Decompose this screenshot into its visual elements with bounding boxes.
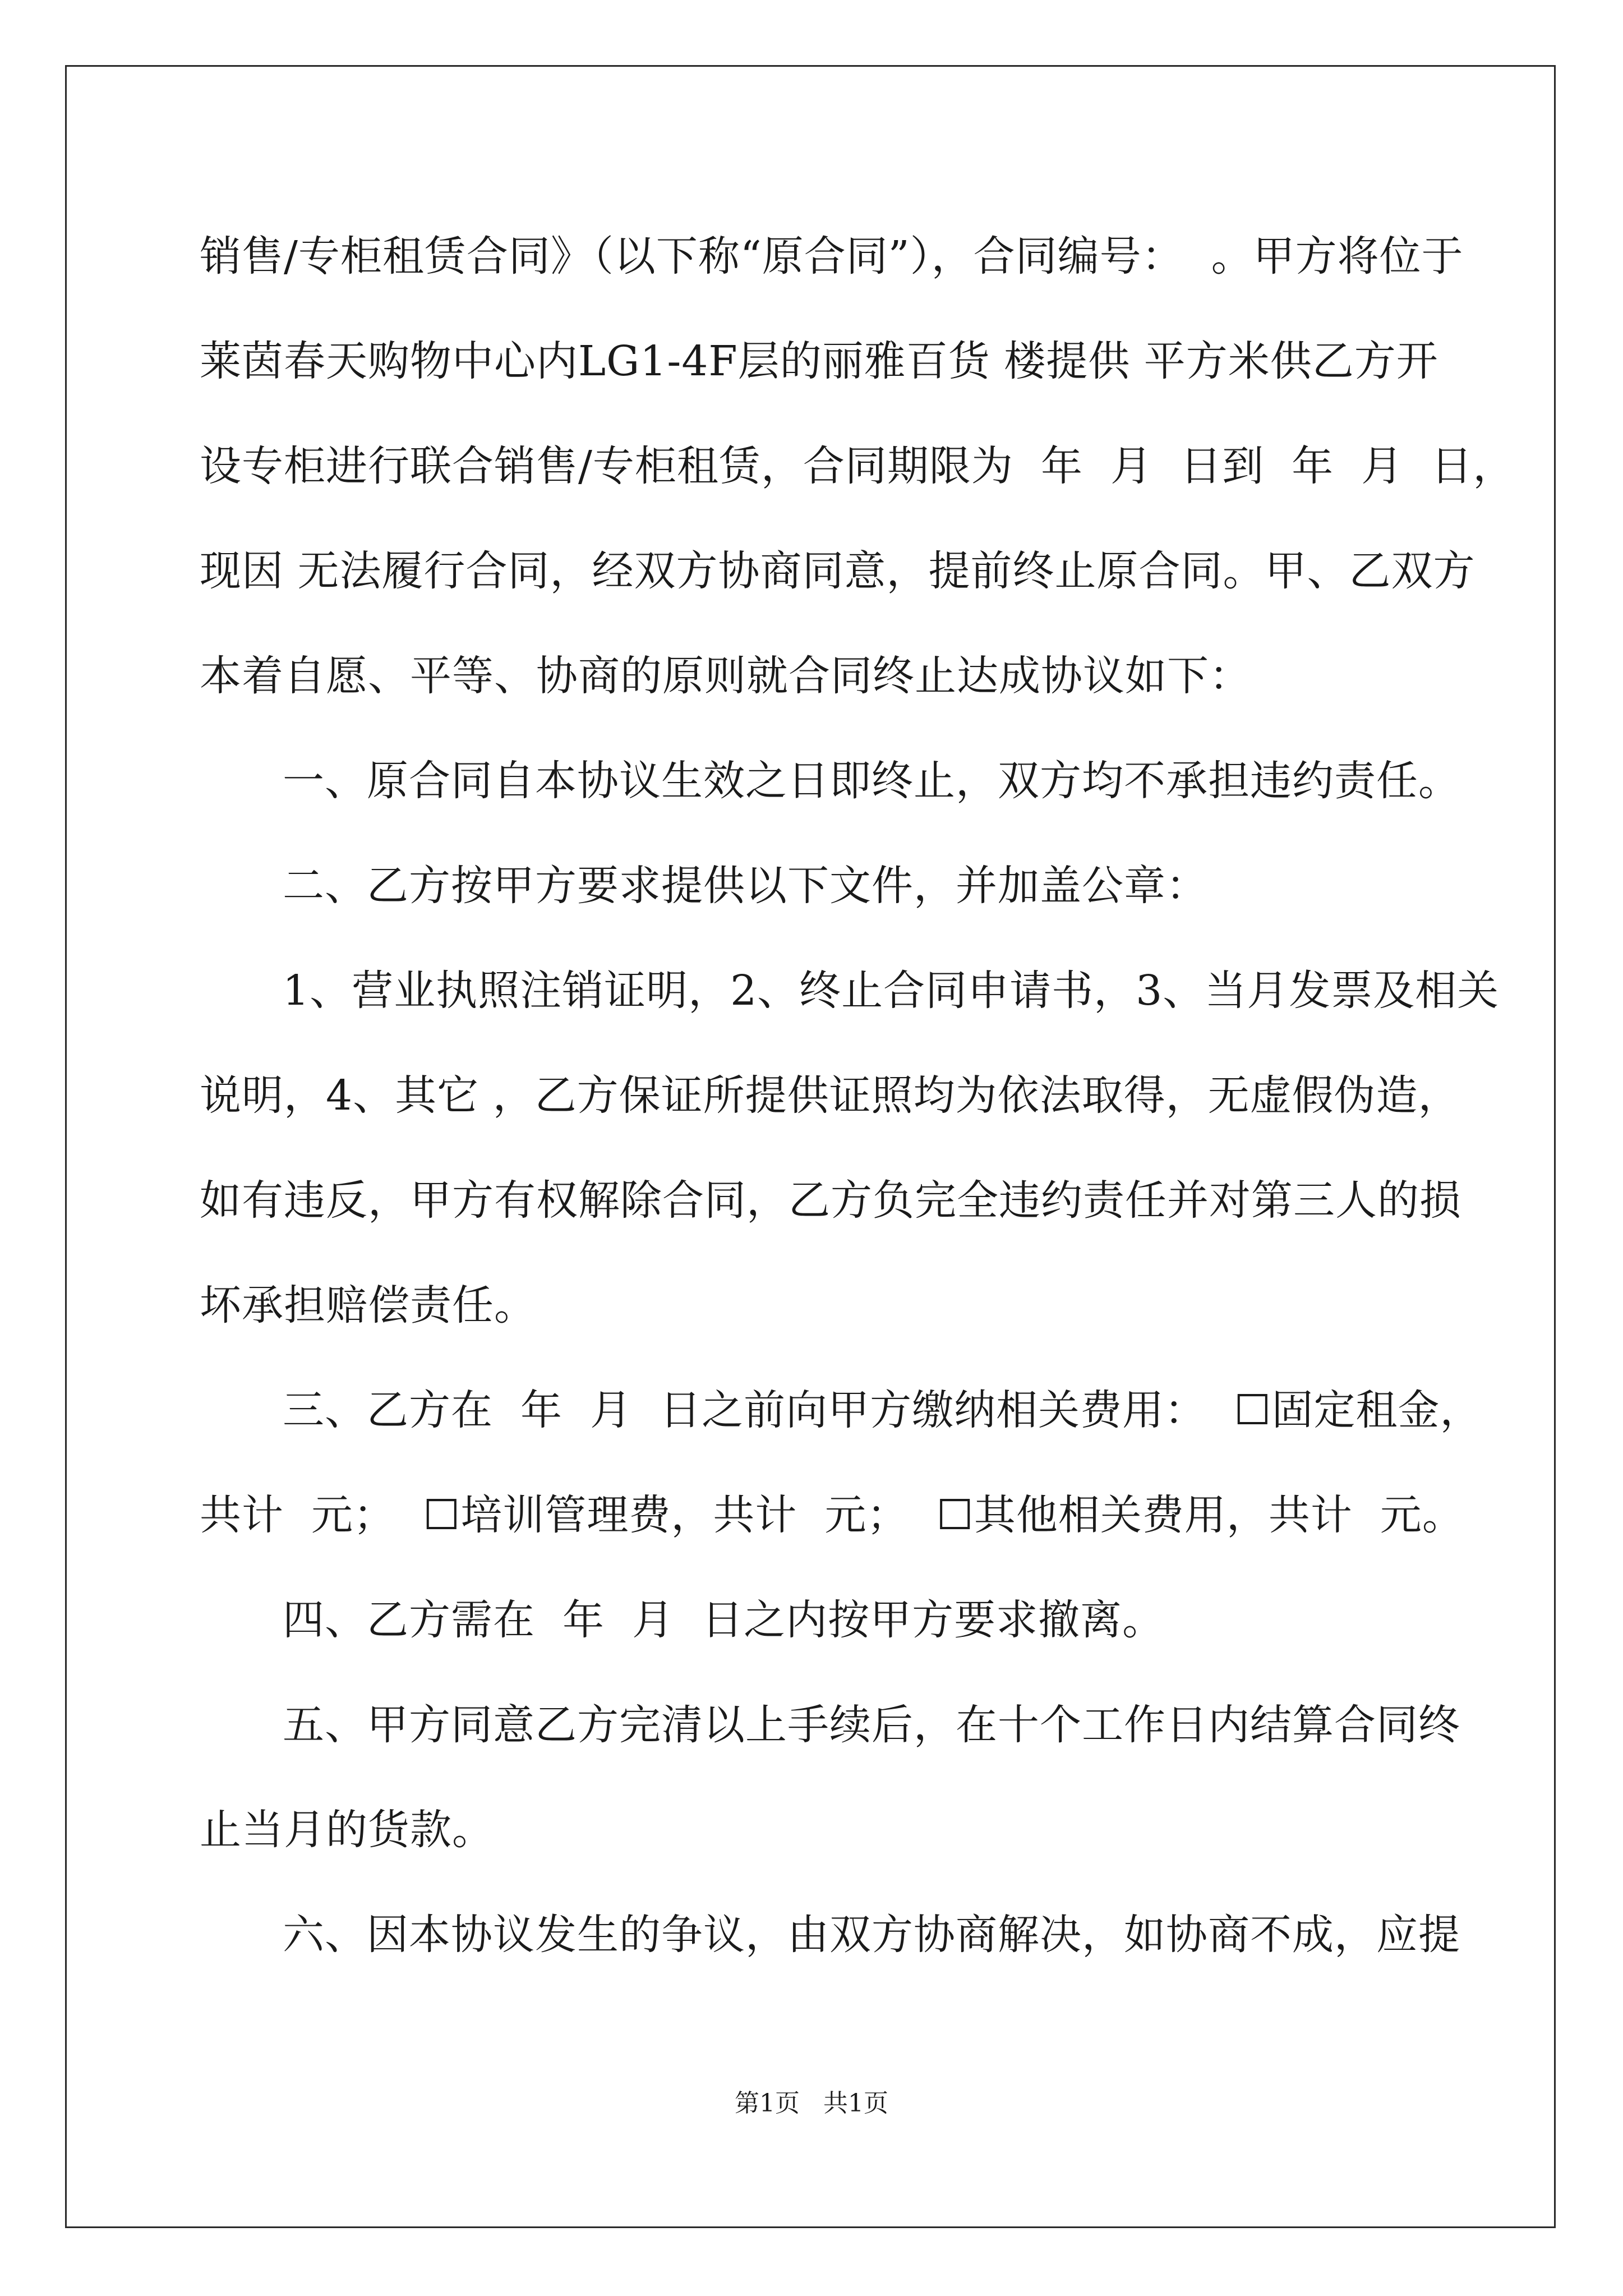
paragraph-line: 如有违反，甲方有权解除合同，乙方负完全违约责任并对第三人的损 xyxy=(200,1176,1461,1225)
paragraph-line: 销售/专柜租赁合同》（以下称“原合同”），合同编号： 。甲方将位于 xyxy=(200,232,1464,280)
clause-2: 二、乙方按甲方要求提供以下文件，并加盖公章： xyxy=(283,862,1208,910)
clause-6: 六、因本协议发生的争议，由双方协商解决，如协商不成，应提 xyxy=(283,1911,1460,1959)
clause-3: 三、乙方在 年 月 日之前向甲方缴纳相关费用： ☐固定租金， xyxy=(283,1386,1482,1434)
page-number-footer: 第1页 共1页 xyxy=(735,2089,888,2118)
document-body xyxy=(200,204,1515,1987)
paragraph-line: 说明，4、其它 ，乙方保证所提供证照均为依法取得，无虚假伪造， xyxy=(200,1071,1460,1120)
clause-4: 四、乙方需在 年 月 日之内按甲方要求撤离。 xyxy=(283,1596,1165,1644)
paragraph-line: 坏承担赔偿责任。 xyxy=(200,1281,536,1329)
paragraph-line: 本着自愿、平等、协商的原则就合同终止达成协议如下： xyxy=(200,652,1251,700)
paragraph-line: 止当月的货款。 xyxy=(200,1806,494,1854)
paragraph-line: 现因 无法履行合同，经双方协商同意，提前终止原合同。甲、乙双方 xyxy=(200,547,1476,595)
clause-2-list: 1、营业执照注销证明，2、终止合同申请书，3、当月发票及相关 xyxy=(283,967,1500,1015)
paragraph-line: 莱茵春天购物中心内LG1-4F层的丽雅百货 楼提供 平方米供乙方开 xyxy=(200,337,1438,385)
clause-5: 五、甲方同意乙方完清以上手续后，在十个工作日内结算合同终 xyxy=(283,1701,1460,1749)
paragraph-line: 共计 元； ☐培训管理费，共计 元； ☐其他相关费用，共计 元。 xyxy=(200,1491,1464,1539)
paragraph-line: 设专柜进行联合销售/专柜租赁，合同期限为 年 月 日到 年 月 日， xyxy=(200,442,1515,490)
clause-1: 一、原合同自本协议生效之日即终止，双方均不承担违约责任。 xyxy=(283,757,1460,805)
